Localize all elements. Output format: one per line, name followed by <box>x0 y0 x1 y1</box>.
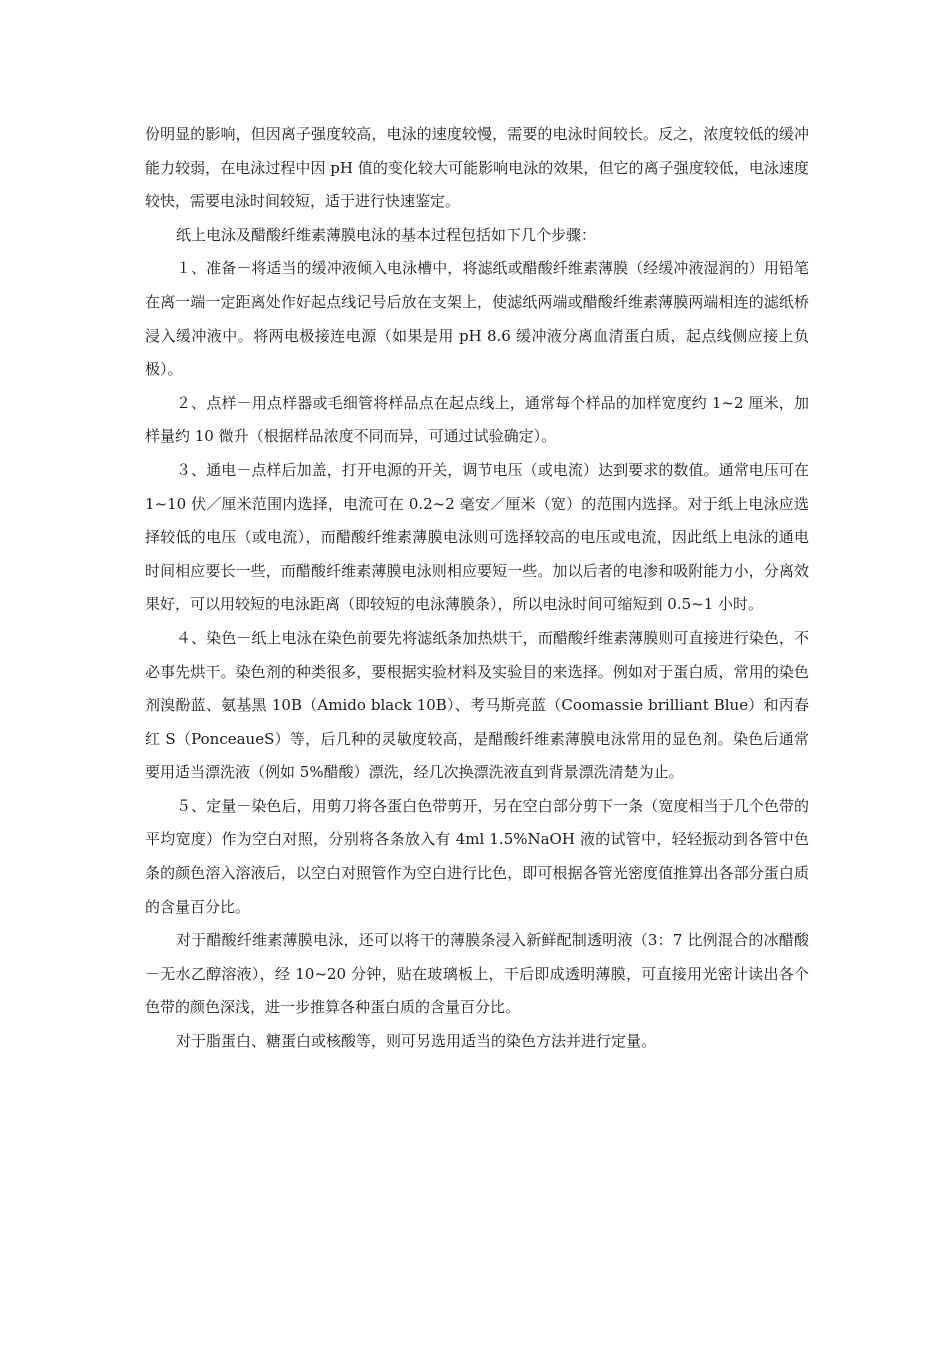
paragraph-continuation: 份明显的影响，但因离子强度较高，电泳的速度较慢，需要的电泳时间较长。反之，浓度较低的缓冲能力较弱，在电泳过程中因 pH 值的变化较大可能影响电泳的效果，但它的离子强度较低，电泳速度较快，需要电泳时间较短，适于进行快速鉴定。 <box>145 125 809 211</box>
paragraph-step-3-power: ３、通电－点样后加盖，打开电源的开关，调节电压（或电流）达到要求的数值。通常电压可在 1~10 伏／厘米范围内选择，电流可在 0.2~2 毫安／厘米（宽）的范围内选择。对于纸上电泳应选择较低的电压（或电流），而醋酸纤维素薄膜电泳则可选择较高的电压或电流，因此纸上电泳的通电时间相应要长一些，而醋酸纤维素薄膜电泳则相应要短一些。加以后者的电渗和吸附能力小，分离效果好，可以用较短的电泳距离（即较短的电泳薄膜条），所以电泳时间可缩短到 0.5~1 小时。 <box>145 460 809 614</box>
paragraph-step-1-prepare: １、准备－将适当的缓冲液倾入电泳槽中，将滤纸或醋酸纤维素薄膜（经缓冲液湿润的）用铅笔在离一端一定距离处作好起点线记号后放在支架上，使滤纸两端或醋酸纤维素薄膜两端相连的滤纸桥浸入缓冲液中。将两电极接连电源（如果是用 pH 8.6 缓冲液分离血清蛋白质，起点线侧应接上负极）。 <box>145 259 809 379</box>
paragraph-intro-steps: 纸上电泳及醋酸纤维素薄膜电泳的基本过程包括如下几个步骤： <box>176 225 597 244</box>
paragraph-transparent-film: 对于醋酸纤维素薄膜电泳，还可以将干的薄膜条浸入新鲜配制透明液（3：7 比例混合的冰醋酸－无水乙醇溶液），经 10~20 分钟，贴在玻璃板上，干后即成透明薄膜，可直接用光密计读出各个色带的颜色深浅，进一步推算各种蛋白质的含量百分比。 <box>145 931 809 1017</box>
paragraph-step-5-quantify: ５、定量－染色后，用剪刀将各蛋白色带剪开，另在空白部分剪下一条（宽度相当于几个色带的平均宽度）作为空白对照，分别将各条放入有 4ml 1.5%NaOH 液的试管中，轻轻振动到各管中色条的颜色溶入溶液后，以空白对照管作为空白进行比色，即可根据各管光密度值推算出各部分蛋白质的含量百分比。 <box>145 796 809 916</box>
paragraph-lipoprotein: 对于脂蛋白、糖蛋白或核酸等，则可另选用适当的染色方法并进行定量。 <box>176 1032 657 1051</box>
paragraph-step-4-stain: ４、染色－纸上电泳在染色前要先将滤纸条加热烘干，而醋酸纤维素薄膜则可直接进行染色，不必事先烘干。染色剂的种类很多，要根据实验材料及实验目的来选择。例如对于蛋白质，常用的染色剂溴酚蓝、氨基黑 10B（Amido black 10B）、考马斯亮蓝（Coomassie brilliant Blue）和丙春红 S（PonceaueS）等，后几种的灵敏度较高，是醋酸纤维素薄膜电泳常用的显色剂。染色后通常要用适当漂洗液（例如 5%醋酸）漂洗，经几次换漂洗液直到背景漂洗清楚为止。 <box>145 628 809 782</box>
paragraph-step-2-sample: ２、点样－用点样器或毛细管将样品点在起点线上，通常每个样品的加样宽度约 1~2 厘米，加样量约 10 微升（根据样品浓度不同而异，可通过试验确定）。 <box>145 393 809 446</box>
document-body <box>145 118 809 1059</box>
